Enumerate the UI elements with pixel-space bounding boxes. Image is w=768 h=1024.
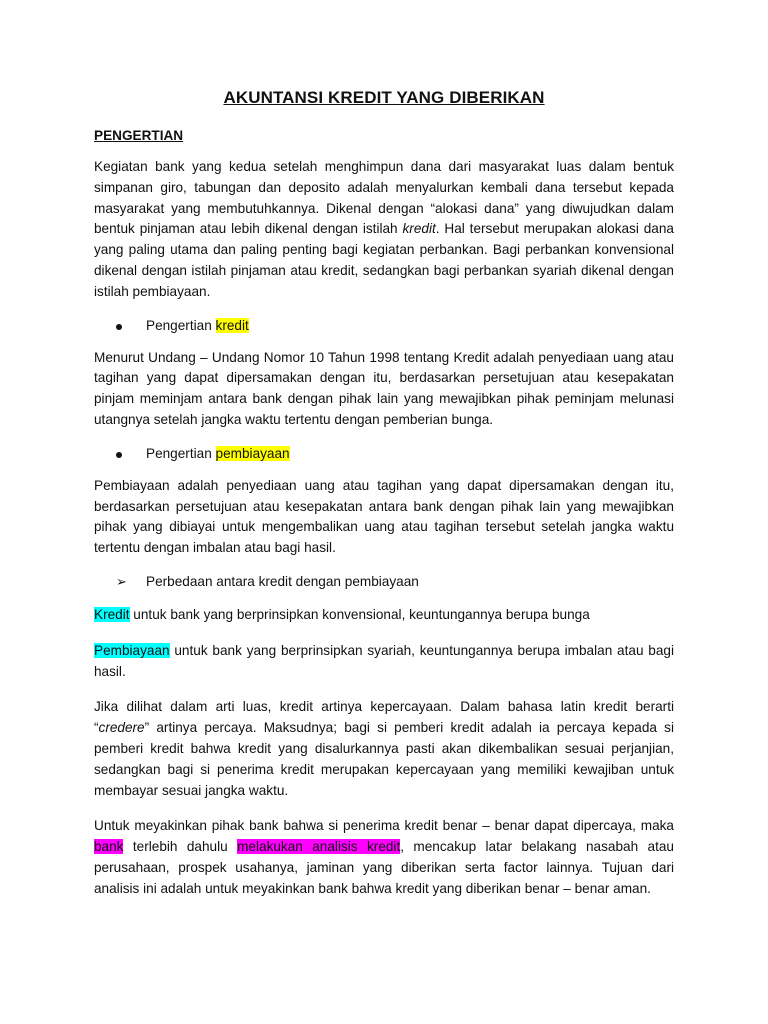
bullet-item-perbedaan <box>94 574 674 590</box>
text-run: . Hal tersebut merupakan alokasi dana yang paling utama dan paling penting bagi kegiatan perbankan. Bagi perbankan konvensional dikenal dengan istilah pinjaman atau kredit, sedangkan bagi perbankan syariah dikenal dengan istilah pembiayaan. <box>94 221 674 299</box>
text-run: untuk bank yang berprinsipkan syariah, keuntungannya berupa imbalan atau bagi hasil. <box>94 642 674 679</box>
section-heading: PENGERTIAN <box>94 128 184 143</box>
paragraph-analisis <box>94 816 674 899</box>
highlighted-term: melakukan analisis kredit <box>237 839 401 855</box>
bullet-text: Pengertian <box>146 445 212 461</box>
paragraph-pembiayaan-definition: Pembiayaan adalah penyediaan uang atau tagihan yang dapat dipersamakan dengan itu, berdasarkan persetujuan atau kesepakatan antara bank dengan pihak lain yang mewajibkan pihak yang dibiayai untuk mengembalikan uang atau tagihan tersebut setelah jangka waktu tertentu dengan imbalan atau bagi hasil. <box>94 477 674 556</box>
arrow-bullet-icon: ➢ <box>116 573 127 589</box>
bullet-text: Perbedaan antara kredit dengan pembiayaan <box>146 574 419 590</box>
text-run: Untuk meyakinkan pihak bank bahwa si penerima kredit benar – benar dapat dipercaya, maka <box>94 818 674 834</box>
highlighted-term: Kredit <box>94 606 130 622</box>
highlighted-term: bank <box>94 839 124 855</box>
bullet-dot-icon <box>116 324 122 330</box>
highlighted-term: pembiayaan <box>215 445 290 461</box>
text-run: untuk bank yang berprinsipkan konvensional, keuntungannya berupa bunga <box>129 606 590 622</box>
paragraph-pembiayaan-note <box>94 641 674 683</box>
document-title: AKUNTANSI KREDIT YANG DIBERIKAN <box>223 88 545 107</box>
highlighted-term: kredit <box>215 317 249 333</box>
paragraph-kredit-note <box>94 605 674 626</box>
bullet-item-kredit <box>94 318 674 333</box>
paragraph-intro <box>94 157 674 303</box>
highlighted-term: Pembiayaan <box>94 642 170 658</box>
paragraph-credere <box>94 697 674 801</box>
text-run: ” artinya percaya. Maksudnya; bagi si pemberi kredit adalah ia percaya kepada si pemberi kredit bahwa kredit yang disalurkannya pasti akan dikembalikan sesuai perjanjian, sedangkan bagi si penerima kredit merupakan kepercayaan yang memiliki kewajiban untuk membayar sesuai jangka waktu. <box>94 720 674 798</box>
text-run: Kegiatan bank yang kedua setelah menghimpun dana dari masyarakat luas dalam bentuk simpanan giro, tabungan dan deposito adalah menyalurkan kembali dana tersebut kepada masyarakat yang membutuhkannya. Dikenal dengan “alokasi dana” yang diwujudkan dalam bentuk pinjaman atau lebih dikenal dengan istilah <box>94 159 674 237</box>
italic-term: kredit <box>402 221 436 237</box>
text-run: terlebih dahulu <box>123 839 238 855</box>
italic-term: credere <box>98 720 145 736</box>
paragraph-kredit-definition: Menurut Undang – Undang Nomor 10 Tahun 1998 tentang Kredit adalah penyediaan uang atau tagihan yang dapat dipersamakan dengan itu, berdasarkan persetujuan atau kesepakatan pinjam meminjam antara bank dengan pihak lain yang mewajibkan pihak peminjam melunasi utangnya setelah jangka waktu tertentu dengan pemberian bunga. <box>94 349 674 427</box>
bullet-item-pembiayaan <box>94 446 674 461</box>
text-run: , mencakup latar belakang nasabah atau perusahaan, prospek usahanya, jaminan yang diberikan serta factor lainnya. Tujuan dari analisis ini adalah untuk meyakinkan bank bahwa kredit yang diberikan benar – benar aman. <box>94 839 674 896</box>
text-run: Jika dilihat dalam arti luas, kredit artinya kepercayaan. Dalam bahasa latin kredit berarti “ <box>94 699 674 736</box>
bullet-dot-icon <box>116 452 122 458</box>
bullet-text: Pengertian <box>146 317 212 333</box>
